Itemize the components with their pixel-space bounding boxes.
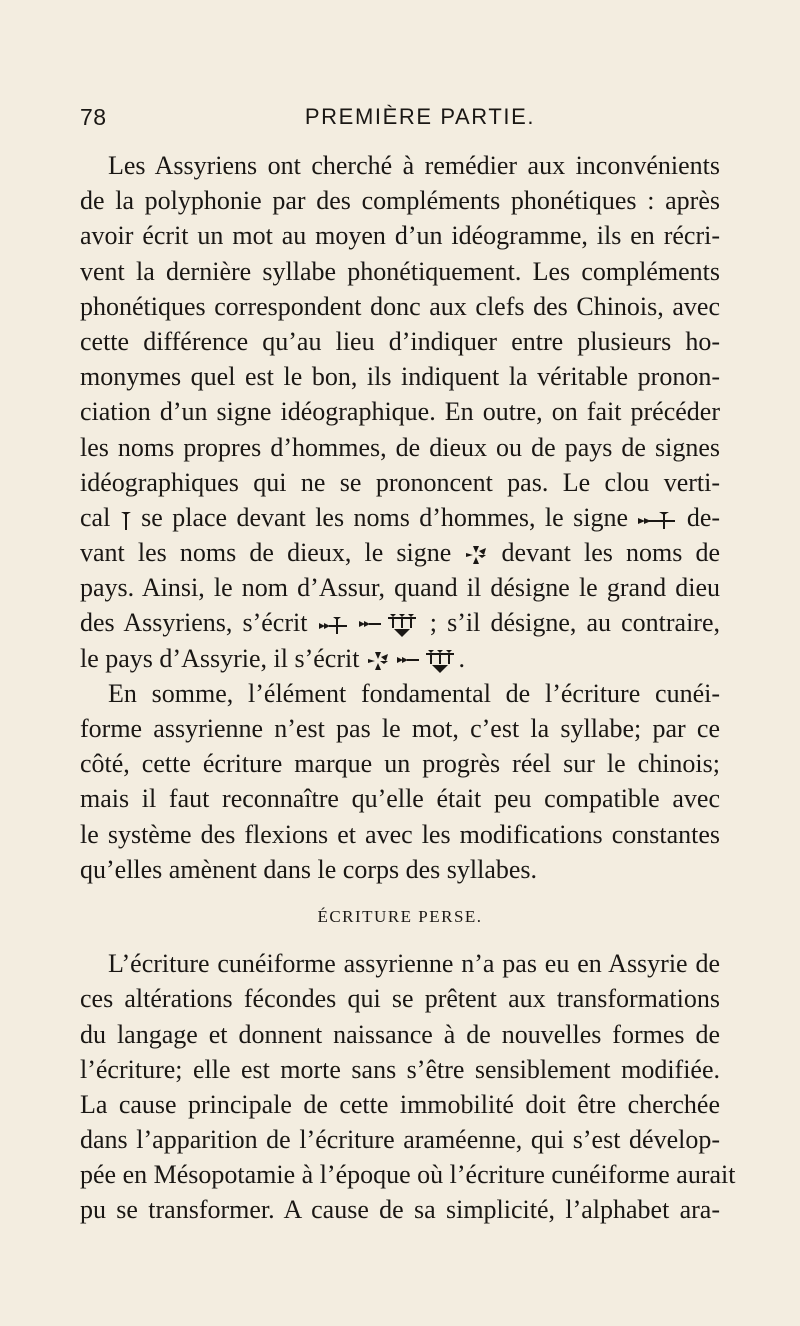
text-line <box>80 500 720 535</box>
body-text <box>80 148 736 1228</box>
text-line: pée en Mésopotamie à l’époque où l’écriture cunéiforme aurait <box>80 1160 736 1190</box>
text-line <box>80 605 720 640</box>
section-heading: ÉCRITURE PERSE. <box>317 906 483 926</box>
text-line: L’écriture cunéiforme assyrienne n’a pas eu en Assyrie de <box>108 949 720 979</box>
page-header <box>80 104 720 138</box>
cuneiform-god-sign-icon <box>637 509 677 531</box>
text-line: mais il faut reconnaître qu’elle était peu compatible avec <box>80 784 720 814</box>
text-fragment: devant les noms de <box>501 538 721 568</box>
text-line: En somme, l’élément fondamental de l’écriture cunéi- <box>108 678 720 708</box>
text-fragment: . <box>458 643 465 673</box>
text-line: cette différence qu’au lieu d’indiquer entre plusieurs ho- <box>80 326 720 356</box>
text-line <box>80 641 720 676</box>
text-line: monymes quel est le bon, ils indiquent la véritable pronon- <box>80 362 720 392</box>
cuneiform-vertical-wedge-icon <box>120 509 132 531</box>
text-line <box>80 535 720 570</box>
text-line: La cause principale de cette immobilité doit être cherchée <box>80 1089 720 1119</box>
text-line: ciation d’un signe idéographique. En outre, on fait précéder <box>80 397 720 427</box>
text-fragment: le pays d’Assyrie, il s’écrit <box>80 643 360 673</box>
page-number: 78 <box>80 104 107 130</box>
text-line: idéographiques qui ne se prononcent pas. Le clou verti- <box>80 467 720 497</box>
cuneiform-assur-sign-icon <box>396 648 458 674</box>
text-line: phonétiques correspondent donc aux clefs des Chinois, avec <box>80 291 720 321</box>
text-fragment: cal <box>80 502 111 532</box>
text-line: les noms propres d’hommes, de dieux ou de pays de signes <box>80 432 720 462</box>
cuneiform-assur-sign-icon <box>358 612 420 638</box>
text-fragment: se place devant les noms d’hommes, le signe <box>141 502 628 532</box>
text-line: forme assyrienne n’est pas le mot, c’est la syllabe; par ce <box>80 714 720 743</box>
text-line: vent la dernière syllabe phonétiquement. Les compléments <box>80 256 720 286</box>
text-line: pays. Ainsi, le nom d’Assur, quand il désigne le grand dieu <box>80 573 720 603</box>
text-line: le système des flexions et avec les modifications constantes <box>80 819 720 849</box>
text-line: qu’elles amènent dans le corps des syllabes. <box>80 854 538 884</box>
text-line: dans l’apparition de l’écriture araméenne, qui s’est dévelop- <box>80 1125 720 1155</box>
text-line: côté, cette écriture marque un progrès réel sur le chinois; <box>80 749 720 779</box>
text-line: avoir écrit un mot au moyen d’un idéogramme, ils en récri- <box>80 221 720 251</box>
cuneiform-country-sign-icon <box>464 543 488 567</box>
running-head: PREMIÈRE PARTIE. <box>304 104 536 129</box>
text-fragment: ; s’il désigne, au contraire, <box>429 608 720 638</box>
cuneiform-country-sign-icon <box>366 649 390 673</box>
cuneiform-god-sign-icon <box>318 614 348 636</box>
text-line: pu se transformer. A cause de sa simplicité, l’alphabet ara- <box>80 1195 720 1225</box>
text-line: du langage et donnent naissance à de nouvelles formes de <box>80 1019 720 1049</box>
text-fragment: des Assyriens, s’écrit <box>80 608 308 638</box>
text-fragment: vant les noms de dieux, le signe <box>80 538 452 568</box>
text-line: ces altérations fécondes qui se prêtent aux transformations <box>80 984 720 1014</box>
text-line: l’écriture; elle est morte sans s’être sensiblement modifiée. <box>80 1054 720 1084</box>
text-line: Les Assyriens ont cherché à remédier aux inconvénients <box>108 151 720 180</box>
text-fragment: de- <box>686 502 721 532</box>
text-line: de la polyphonie par des compléments phonétiques : après <box>80 186 720 216</box>
